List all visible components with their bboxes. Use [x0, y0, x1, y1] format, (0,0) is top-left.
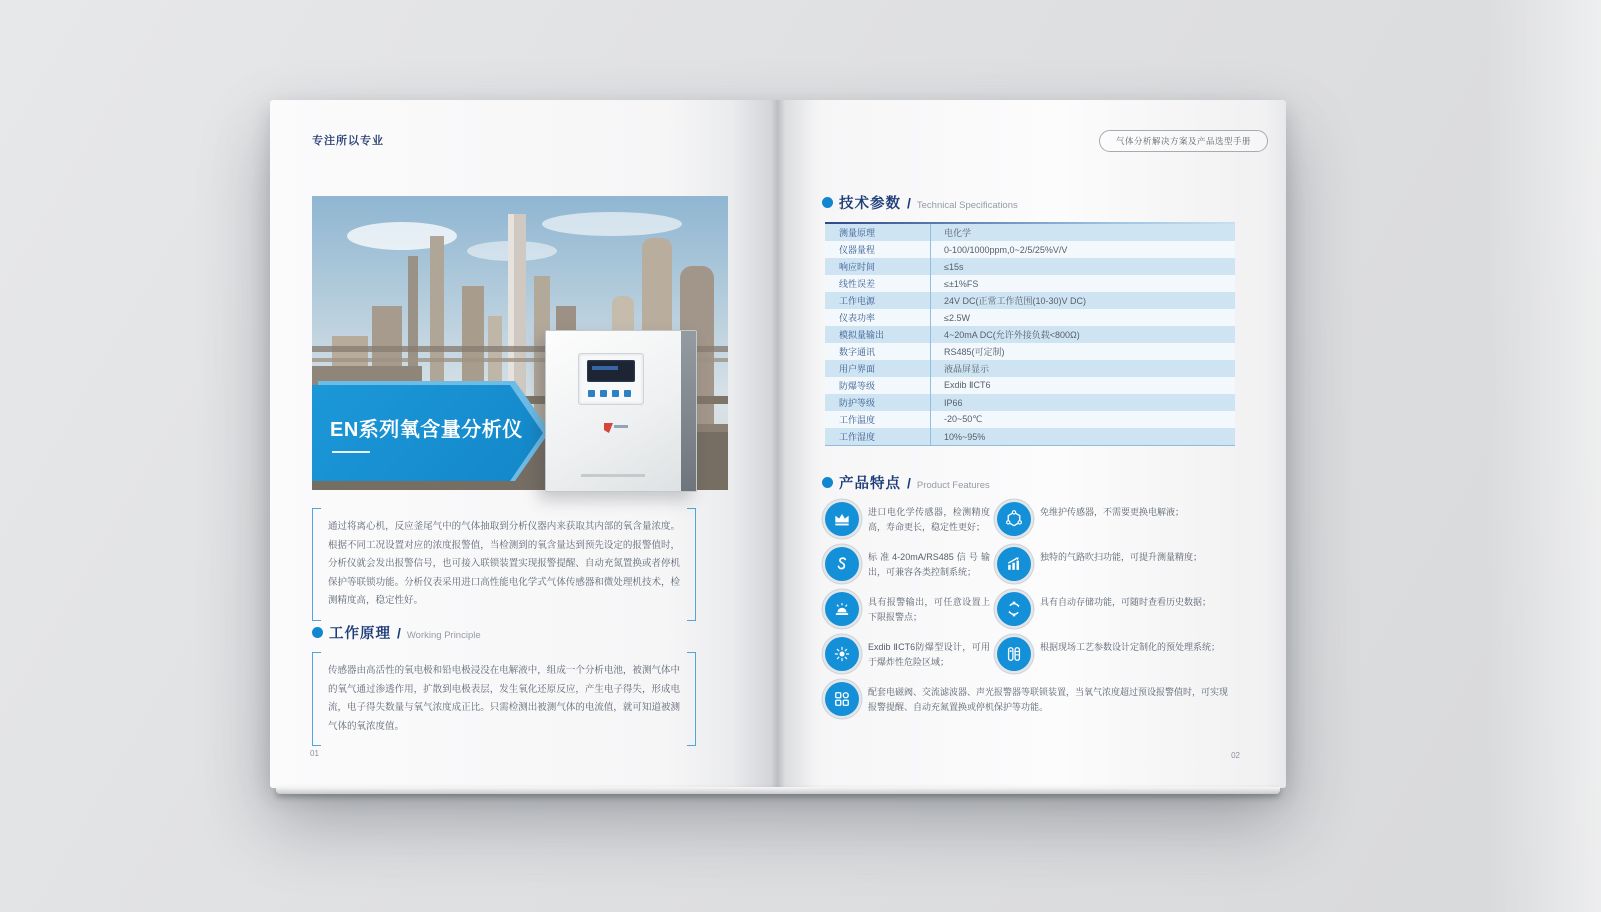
specs-header: [822, 192, 1018, 213]
spec-row: 线性误差 ≤±1%FS: [825, 275, 1235, 292]
spec-row: 防护等级 IP66: [825, 394, 1235, 411]
device-side-panel: [681, 331, 696, 491]
feature-item: 进口电化学传感器，检测精度高，寿命更长，稳定性更好；: [825, 498, 997, 543]
chart-growth-icon: [997, 547, 1031, 581]
device-brand-logo: [604, 423, 630, 435]
specs-title-en: Technical Specifications: [916, 200, 1018, 211]
page-right: [778, 100, 1286, 788]
feature-item: 具有自动存储功能，可随时查看历史数据；: [997, 588, 1239, 633]
preprocess-icon: [997, 637, 1031, 671]
auto-storage-icon: [997, 592, 1031, 626]
working-principle-header: [312, 622, 481, 643]
features-title-zh: 产品特点: [839, 476, 901, 492]
product-intro-text: 通过将离心机，反应釜尾气中的气体抽取到分析仪器内来获取其内部的氧含量浓度。根据不同工况设置对应的浓度报警值，当检测到的氧含量达到预先设定的报警值时，分析仪就会发出报警信号，也可接入联锁装置实现报警提醒、自动充氮置换或者停机保护等联锁功能。分析仪表采用进口高性能电化学式气体传感器和微处理机技术，检测精度高，稳定性好。: [312, 508, 696, 621]
feature-item: 标准4-20mA/RS485信号输出，可兼容各类控制系统；: [825, 543, 997, 588]
banner-underline: [332, 451, 370, 453]
device-buttons: [588, 390, 634, 397]
title-separator: /: [907, 195, 911, 211]
crown-icon: [825, 502, 859, 536]
modules-icon: [825, 682, 859, 716]
feature-item: 具有报警输出，可任意设置上下限报警点；: [825, 588, 997, 633]
table-column-divider: [930, 224, 931, 445]
spec-row: 测量原理 电化学: [825, 224, 1235, 241]
handbook-pill: 气体分析解决方案及产品选型手册: [1099, 130, 1268, 152]
feature-item: 配套电磁阀、交流滤波器、声光报警器等联锁装置，当氧气浓度超过预设报警值时，可实现报警提醒、自动充氮置换或停机保护等功能。: [825, 678, 1239, 723]
section-dot-icon: [822, 477, 833, 488]
feature-item: 根据现场工艺参数设计定制化的预处理系统；: [997, 633, 1239, 678]
device-display: [587, 360, 635, 382]
product-title-banner: [312, 385, 544, 481]
device-company-text: [581, 474, 645, 477]
left-page-tagline: 专注所以专业: [312, 135, 384, 147]
explosion-proof-icon: [825, 637, 859, 671]
working-principle-title-en: Working Principle: [406, 630, 481, 641]
signal-link-icon: [825, 547, 859, 581]
working-principle-text: 传感器由高活性的氧电极和铅电极浸没在电解液中，组成一个分析电池，被测气体中的氧气通过渗透作用，扩散到电极表层，发生氧化还原反应，产生电子得失，形成电流，电子得失数量与氧气浓度成正比。只需检测出被测气体的电流值，就可知道被测气体的氧浓度值。: [312, 652, 696, 746]
features-header: [822, 472, 990, 493]
analyzer-device-photo: [545, 330, 697, 492]
brochure-spread: [270, 100, 1286, 788]
spec-row: 用户界面 液晶屏显示: [825, 360, 1235, 377]
features-grid: [825, 498, 1239, 723]
spec-row: 模拟量输出 4~20mA DC(允许外接负载<800Ω): [825, 326, 1235, 343]
title-separator: /: [907, 475, 911, 491]
page-number-left: 01: [310, 749, 319, 758]
features-title-en: Product Features: [916, 480, 990, 491]
section-dot-icon: [822, 197, 833, 208]
title-separator: /: [397, 625, 401, 641]
spec-row: 仪表功率 ≤2.5W: [825, 309, 1235, 326]
spec-row: 工作电源 24V DC(正常工作范围(10-30)V DC): [825, 292, 1235, 309]
spec-row: 工作湿度 10%~95%: [825, 428, 1235, 445]
page-number-right: 02: [1231, 751, 1240, 760]
spec-row: 响应时间 ≤15s: [825, 258, 1235, 275]
spec-row: 数字通讯 RS485(可定制): [825, 343, 1235, 360]
spec-row: 仪器量程 0-100/1000ppm,0~2/5/25%V/V: [825, 241, 1235, 258]
page-left: [270, 100, 778, 788]
specs-title-zh: 技术参数: [839, 196, 901, 212]
spec-table: [825, 222, 1235, 446]
section-dot-icon: [312, 627, 323, 638]
device-control-panel: [578, 353, 644, 405]
spec-row: 工作温度 -20~50℃: [825, 411, 1235, 428]
working-principle-title-zh: 工作原理: [329, 626, 391, 642]
alarm-icon: [825, 592, 859, 626]
spec-row: 防爆等级 Exdib ⅡCT6: [825, 377, 1235, 394]
molecule-icon: [997, 502, 1031, 536]
feature-item: Exdib ⅡCT6防爆型设计，可用于爆炸性危险区域；: [825, 633, 997, 678]
product-title: EN系列氧含量分析仪: [330, 419, 523, 441]
feature-item: 免维护传感器，不需要更换电解液；: [997, 498, 1239, 543]
feature-item: 独特的气路吹扫功能，可提升测量精度；: [997, 543, 1239, 588]
